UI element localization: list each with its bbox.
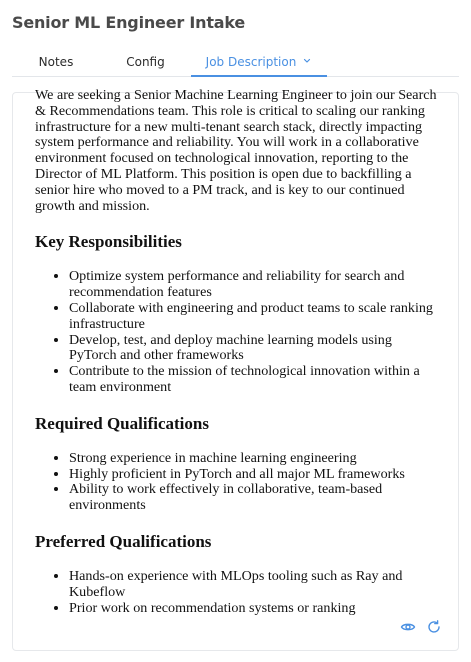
intro-text: & Recommendations team. This role is critical to scaling our ranking infrastructure for a new multi-tenant search stack, directly impacting system performance and reliability. You will work in a collaborative environment focused on technological innovation, reporting to the Director of ML Platform. This position is open due to backfilling a senior hire who moved to a PM track, and is key to our continued growth and mission. [35,102,425,214]
tab-config[interactable] [100,48,191,77]
tab-job-description[interactable] [191,48,327,77]
bullet-list [69,269,440,395]
tab-label: Job Description [205,55,297,69]
bullet-list [69,569,440,616]
intro-cut-line: We are seeking a Senior Machine Learning Engineer to join our Search [35,87,437,103]
list-item: • Strong experience in machine learning engineering [69,451,440,467]
job-description-panel [12,87,459,651]
section-heading: Key Responsibilities [35,232,182,252]
list-item: • Hands-on experience with MLOps tooling such as Ray and Kubeflow [69,569,440,601]
bullet-list [69,451,440,514]
tab-label: Notes [38,55,74,69]
eye-icon[interactable] [400,619,416,635]
intro-paragraph [35,88,440,214]
chevron-down-icon [302,56,312,66]
panel-actions [400,619,442,635]
list-item: • Develop, test, and deploy machine learning models using PyTorch and other frameworks [69,333,440,365]
tab-bar [12,48,459,77]
section-heading: Preferred Qualifications [35,531,212,551]
tab-label: Config [126,55,165,69]
list-item: • Ability to work effectively in collaborative, team-based environments [69,482,440,514]
document-scroll-area[interactable] [13,87,458,616]
section-heading: Required Qualifications [35,413,209,433]
list-item: • Optimize system performance and reliability for search and recommendation features [69,269,440,301]
tab-notes[interactable] [12,48,100,77]
list-item: • Prior work on recommendation systems or ranking [69,601,440,617]
job-description-document [35,88,440,616]
refresh-icon[interactable] [426,619,442,635]
list-item: • Collaborate with engineering and product teams to scale ranking infrastructure [69,301,440,333]
list-item: • Highly proficient in PyTorch and all major ML frameworks [69,467,440,483]
list-item: • Contribute to the mission of technological innovation within a team environment [69,364,440,396]
page-title: Senior ML Engineer Intake [12,13,246,32]
